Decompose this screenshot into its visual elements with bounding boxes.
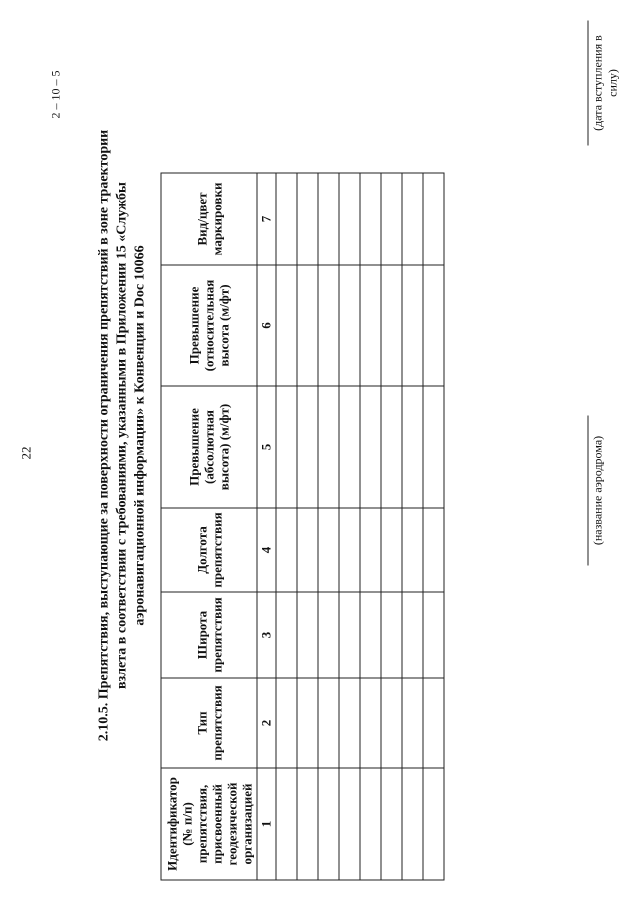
table-cell <box>423 678 444 768</box>
table-cell <box>276 386 297 508</box>
obstacles-table <box>160 172 444 880</box>
table-cell <box>360 678 381 768</box>
table-cell <box>402 386 423 508</box>
table-cell <box>339 386 360 508</box>
table-cell <box>276 678 297 768</box>
table-cell <box>360 592 381 678</box>
table-cell <box>381 265 402 386</box>
header-cell: Превышение (относительная высота (м/фт) <box>161 265 257 386</box>
table-cell <box>339 678 360 768</box>
table-cell <box>318 265 339 386</box>
table-cell <box>360 173 381 265</box>
table-cell <box>297 768 318 880</box>
table-cell <box>381 508 402 592</box>
table-cell <box>402 508 423 592</box>
table-cell <box>297 592 318 678</box>
column-number-cell: 5 <box>257 386 276 508</box>
table-cell <box>276 592 297 678</box>
table-cell <box>297 265 318 386</box>
table-cell <box>402 265 423 386</box>
table-cell <box>360 768 381 880</box>
table-cell <box>402 592 423 678</box>
header-cell: Идентификатор (№ п/п) препятствия, присвоенный геодезической организацией <box>161 768 257 880</box>
table-cell <box>276 768 297 880</box>
table-cell <box>339 173 360 265</box>
table-cell <box>276 173 297 265</box>
header-cell: Вид/цвет маркировки <box>161 173 257 265</box>
table-cell <box>381 173 402 265</box>
column-number-cell: 7 <box>257 173 276 265</box>
column-number-cell: 4 <box>257 508 276 592</box>
header-cell: Широта препятствия <box>161 592 257 678</box>
table-cell <box>423 173 444 265</box>
table-row <box>360 173 381 880</box>
header-row <box>161 173 257 880</box>
table-cell <box>297 386 318 508</box>
table-cell <box>297 508 318 592</box>
table-row <box>381 173 402 880</box>
table-row <box>339 173 360 880</box>
obstacles-table-wrapper <box>160 172 444 880</box>
table-cell <box>297 173 318 265</box>
table-cell <box>423 508 444 592</box>
table-cell <box>276 265 297 386</box>
table-cell <box>381 592 402 678</box>
table-cell <box>381 768 402 880</box>
table-cell <box>318 173 339 265</box>
table-cell <box>423 265 444 386</box>
header-cell: Тип препятствия <box>161 678 257 768</box>
table-cell <box>276 508 297 592</box>
table-cell <box>318 386 339 508</box>
column-number-cell: 1 <box>257 768 276 880</box>
table-cell <box>360 508 381 592</box>
table-cell <box>360 386 381 508</box>
table-row <box>297 173 318 880</box>
table-cell <box>318 592 339 678</box>
table-cell <box>402 768 423 880</box>
table-cell <box>339 265 360 386</box>
table-cell <box>402 173 423 265</box>
document-code: 2 – 10 – 5 <box>48 70 62 118</box>
column-number-cell: 2 <box>257 678 276 768</box>
table-cell <box>318 508 339 592</box>
column-number-row <box>257 173 276 880</box>
table-cell <box>339 592 360 678</box>
table-row <box>276 173 297 880</box>
page-number: 22 <box>18 446 33 459</box>
table-cell <box>339 508 360 592</box>
column-number-cell: 3 <box>257 592 276 678</box>
table-row <box>402 173 423 880</box>
table-cell <box>423 386 444 508</box>
effective-date-field: (дата вступления в силу) <box>587 20 620 145</box>
aerodrome-name-field: (название аэродрома) <box>587 415 605 565</box>
column-number-cell: 6 <box>257 265 276 386</box>
header-cell: Превышение (абсолютная высота) (м/фт) <box>161 386 257 508</box>
table-cell <box>360 265 381 386</box>
table-cell <box>402 678 423 768</box>
section-title: 2.10.5. Препятствия, выступающие за поверхности ограничения препятствий в зоне траектории взлета в соответствии с требованиями, указанными в Приложении 15 «Службы аэронавигационной информации» к Конвенции и Doc 10066 <box>96 129 147 741</box>
table-cell <box>318 678 339 768</box>
table-cell <box>381 678 402 768</box>
table-cell <box>297 678 318 768</box>
table-cell <box>423 592 444 678</box>
table-cell <box>423 768 444 880</box>
table-cell <box>339 768 360 880</box>
header-cell: Долгота препятствия <box>161 508 257 592</box>
table-cell <box>318 768 339 880</box>
table-row <box>318 173 339 880</box>
table-cell <box>381 386 402 508</box>
table-row <box>423 173 444 880</box>
